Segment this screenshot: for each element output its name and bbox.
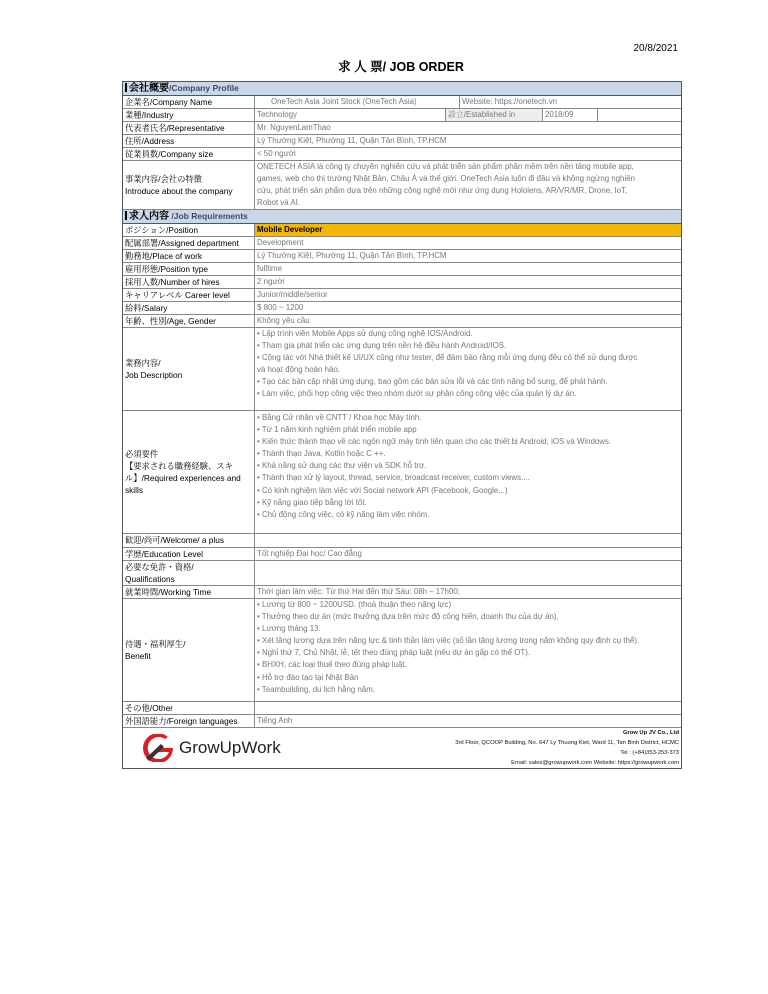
other-value (255, 702, 681, 714)
footer (123, 728, 681, 768)
job-description-label-jp: 業務内容/ (125, 358, 161, 368)
company-profile-header (123, 82, 681, 96)
department-value: Development (257, 238, 304, 247)
salary-row (123, 302, 681, 315)
benefit-line: • Thưởng theo dự án (mức thưởng dựa trên mức độ cống hiến, doanh thu của dự án). (257, 612, 559, 622)
benefit-line: • Lương tháng 13. (257, 624, 321, 634)
benefit-line: • Hỗ trợ đào tạo tại Nhật Bản (257, 672, 359, 682)
footer-contact: Email: sales@growupwork.com Website: https://growupwork.com (511, 760, 679, 766)
section-title-jp: 会社概要 (129, 83, 169, 94)
description-line: và hoạt động hoàn hảo. (257, 365, 340, 375)
education-row (123, 548, 681, 561)
industry-cells (255, 109, 681, 121)
qualifications-label-en: Qualifications (125, 574, 175, 584)
requirement-line: • Từ 1 năm kinh nghiệm phát triển mobile app (257, 425, 417, 435)
benefit-line: • Xét tăng lương dựa trên năng lực & tinh thần làm việc (số lần tăng lương trong năm không quy định cụ thể). (257, 636, 640, 646)
position-type-row (123, 263, 681, 276)
section-marker-icon (125, 83, 127, 92)
job-requirements-header (123, 210, 681, 224)
intro-line: games, web cho thị trường Nhật Bản, Châu Á và thế giới. OneTech Asia luôn đi đầu và không ngừng nghiên (257, 174, 635, 184)
benefit-text (255, 599, 681, 701)
languages-row (123, 715, 681, 728)
qualifications-value (255, 561, 681, 585)
requirement-line: • Thành thạo xử lý layout, thread, service, broadcast receiver, custom views.... (257, 473, 530, 483)
position-label: ポジション/Position (123, 224, 255, 236)
requirement-line: • Bằng Cử nhân về CNTT / Khoa học Máy tính. (257, 413, 422, 422)
job-description-label-en: Job Description (125, 370, 183, 380)
requirement-line: • Thành thạo Java, Kotlin hoặc C ++. (257, 449, 386, 459)
education-value: Tốt nghiệp Đại học/ Cao đẳng (257, 549, 362, 558)
job-description-label (123, 328, 255, 410)
working-time-value: Thời gian làm việc: Từ thứ Hai đến thứ Sáu: 08h – 17h00; (257, 587, 460, 596)
company-name-label: 企業名/Company Name (123, 96, 255, 108)
salary-label: 給料/Salary (123, 302, 255, 314)
other-row (123, 702, 681, 715)
education-label: 学歴/Education Level (123, 548, 255, 560)
welcome-label: 歓迎/尚可/Welcome/ a plus (123, 534, 255, 547)
industry-label: 業種/Industry (123, 109, 255, 121)
working-time-label: 就業時間/Working Time (123, 586, 255, 598)
section-title-en: /Company Profile (169, 83, 239, 93)
requirement-line: • Khả năng sử dụng các thư viện và SDK hỗ trợ. (257, 461, 427, 471)
required-skills-label-jp: 必須要件 (125, 449, 159, 459)
established-value: 2018/09 (543, 109, 598, 121)
section-title-en: /Job Requirements (169, 211, 248, 221)
welcome-value (255, 534, 681, 547)
place-row (123, 250, 681, 263)
career-level-row (123, 289, 681, 302)
representative-value: Mr. NguyenLamThao (257, 123, 331, 132)
section-title-jp: 求人内容 (129, 211, 169, 222)
position-type-value: fulltime (257, 264, 282, 273)
benefit-label (123, 599, 255, 701)
description-line: • Tham gia phát triển các ứng dụng trên nền hệ điều hành Android/IOS. (257, 341, 507, 351)
company-name-row (123, 96, 681, 109)
position-type-label: 雇用形態/Position type (123, 263, 255, 275)
company-intro-label-en: Introduce about the company (125, 186, 233, 196)
benefit-line: • Lương từ 800 ~ 1200USD. (thoả thuận theo năng lực) (257, 600, 452, 609)
department-label: 配属部署/Assigned department (123, 237, 255, 249)
company-intro-text (255, 161, 681, 209)
languages-value: Tiếng Anh (257, 716, 293, 725)
requirement-line: • Chủ động công việc, có kỹ năng làm việc nhóm. (257, 509, 430, 519)
qualifications-label (123, 561, 255, 585)
address-label: 住所/Address (123, 135, 255, 147)
company-size-value: < 50 người (257, 149, 296, 158)
document-title: 求 人 票/ JOB ORDER (338, 60, 464, 74)
required-skills-text (255, 411, 681, 533)
hires-label: 採用人数/Number of hires (123, 276, 255, 288)
growupwork-logo (123, 728, 403, 768)
hires-row (123, 276, 681, 289)
hires-value: 2 người (257, 277, 285, 286)
company-website: Website: https://onetech.vn (462, 97, 558, 106)
place-label: 勤務地/Place of work (123, 250, 255, 262)
qualifications-row (123, 561, 681, 586)
required-skills-label-detail: 【要求される職務経験、スキル】/Required experiences and skills (125, 461, 241, 495)
company-name-cells (255, 96, 681, 108)
benefit-line: • Nghỉ thứ 7, Chủ Nhật, lễ, tết theo đúng pháp luật (nếu dự án gấp có thể OT). (257, 648, 531, 658)
document-date: 20/8/2021 (633, 43, 678, 54)
position-row (123, 224, 681, 237)
company-size-label: 従業員数/Company size (123, 148, 255, 160)
position-value: Mobile Developer (255, 224, 681, 236)
section-marker-icon (125, 211, 127, 220)
benefit-label-en: Benefit (125, 651, 151, 661)
intro-line: ONETECH ASIA là công ty chuyên nghiên cứu và phát triển sản phẩm phần mềm trên nền tảng mobile app, (257, 162, 634, 171)
company-size-row (123, 148, 681, 161)
intro-line: cứu, phát triển sản phẩm dựa trên những công nghệ mới như ứng dụng Hololens, AR/VR/MR, Drone, IoT, (257, 186, 628, 196)
benefit-row (123, 599, 681, 702)
department-row (123, 237, 681, 250)
footer-company-name: Grow Up JV Co., Ltd (622, 730, 679, 736)
working-time-row (123, 586, 681, 599)
job-description-row (123, 328, 681, 411)
footer-tel: Tel : (+84)353-253-373 (620, 750, 679, 756)
job-description-text (255, 328, 681, 410)
benefit-label-jp: 待遇・福利厚生/ (125, 639, 186, 649)
welcome-row (123, 534, 681, 548)
place-value: Lý Thường Kiệt, Phường 11, Quận Tân Bình, TP.HCM (257, 251, 447, 260)
industry-value: Technology (255, 109, 446, 121)
age-gender-label: 年齢、性別/Age, Gender (123, 315, 255, 327)
age-gender-row (123, 315, 681, 328)
representative-row (123, 122, 681, 135)
required-skills-row (123, 411, 681, 534)
requirement-line: • Có kinh nghiệm làm việc với Social network API (Facebook, Google...) (257, 485, 508, 495)
description-line: • Tạo các bản cập nhật ứng dụng, bao gồm các bản sửa lỗi và các tính năng bổ sung, để phát hành. (257, 377, 608, 387)
languages-label: 外国語能力/Foreign languages (123, 715, 255, 727)
company-intro-row (123, 161, 681, 210)
logo-text: GrowUpWork (179, 738, 281, 757)
industry-row (123, 109, 681, 122)
requirement-line: • Kỹ năng giao tiếp bằng lời tốt. (257, 497, 367, 507)
description-line: • Lập trình viên Mobile Apps sử dụng công nghệ IOS/Android. (257, 329, 473, 338)
other-label: その他/Other (123, 702, 255, 714)
description-line: • Làm việc, phối hợp công việc theo nhóm dưới sự phân công công việc của quản lý dự án. (257, 389, 577, 399)
address-value: Lý Thường Kiệt, Phường 11, Quận Tân Bình, TP.HCM (257, 136, 447, 145)
footer-address: 3rd Floor, QCOOP Building, No. 647 Ly Thuong Kiet, Ward 11, Tan Binh District, HCMC (455, 740, 679, 746)
representative-label: 代表者氏名/Representative (123, 122, 255, 134)
benefit-line: • Teambuilding, du lịch hằng năm. (257, 684, 375, 694)
growupwork-logo-icon (143, 734, 175, 762)
benefit-line: • BHXH, các loại thuế theo đúng pháp luật. (257, 660, 407, 670)
company-intro-label-jp: 事業内容/会社の特徴 (125, 174, 202, 184)
age-gender-value: Không yêu cầu (257, 316, 310, 325)
company-intro-label (123, 161, 255, 209)
company-name-value: OneTech Asia Joint Stock (OneTech Asia) (255, 96, 460, 108)
address-row (123, 135, 681, 148)
career-level-value: Junior/middle/senior (257, 290, 328, 299)
description-line: • Cộng tác với Nhà thiết kế UI/UX cũng như tester, để đảm bảo rằng mỗi ứng dụng đều có thể sử dụng được (257, 353, 638, 363)
company-contact-block (403, 728, 681, 768)
salary-value: $ 800 ~ 1200 (257, 303, 304, 312)
established-label: 設立/Established in (446, 109, 543, 121)
job-order-sheet (122, 81, 682, 769)
intro-line: Robot và AI. (257, 198, 300, 208)
career-level-label: キャリアレベル Career level (123, 289, 255, 301)
requirement-line: • Kiến thức thành thạo về các ngôn ngữ máy tính liên quan cho các thiết bị Android, iOS và Windows. (257, 437, 612, 447)
qualifications-label-jp: 必要な免許・資格/ (125, 562, 194, 572)
required-skills-label (123, 411, 255, 533)
